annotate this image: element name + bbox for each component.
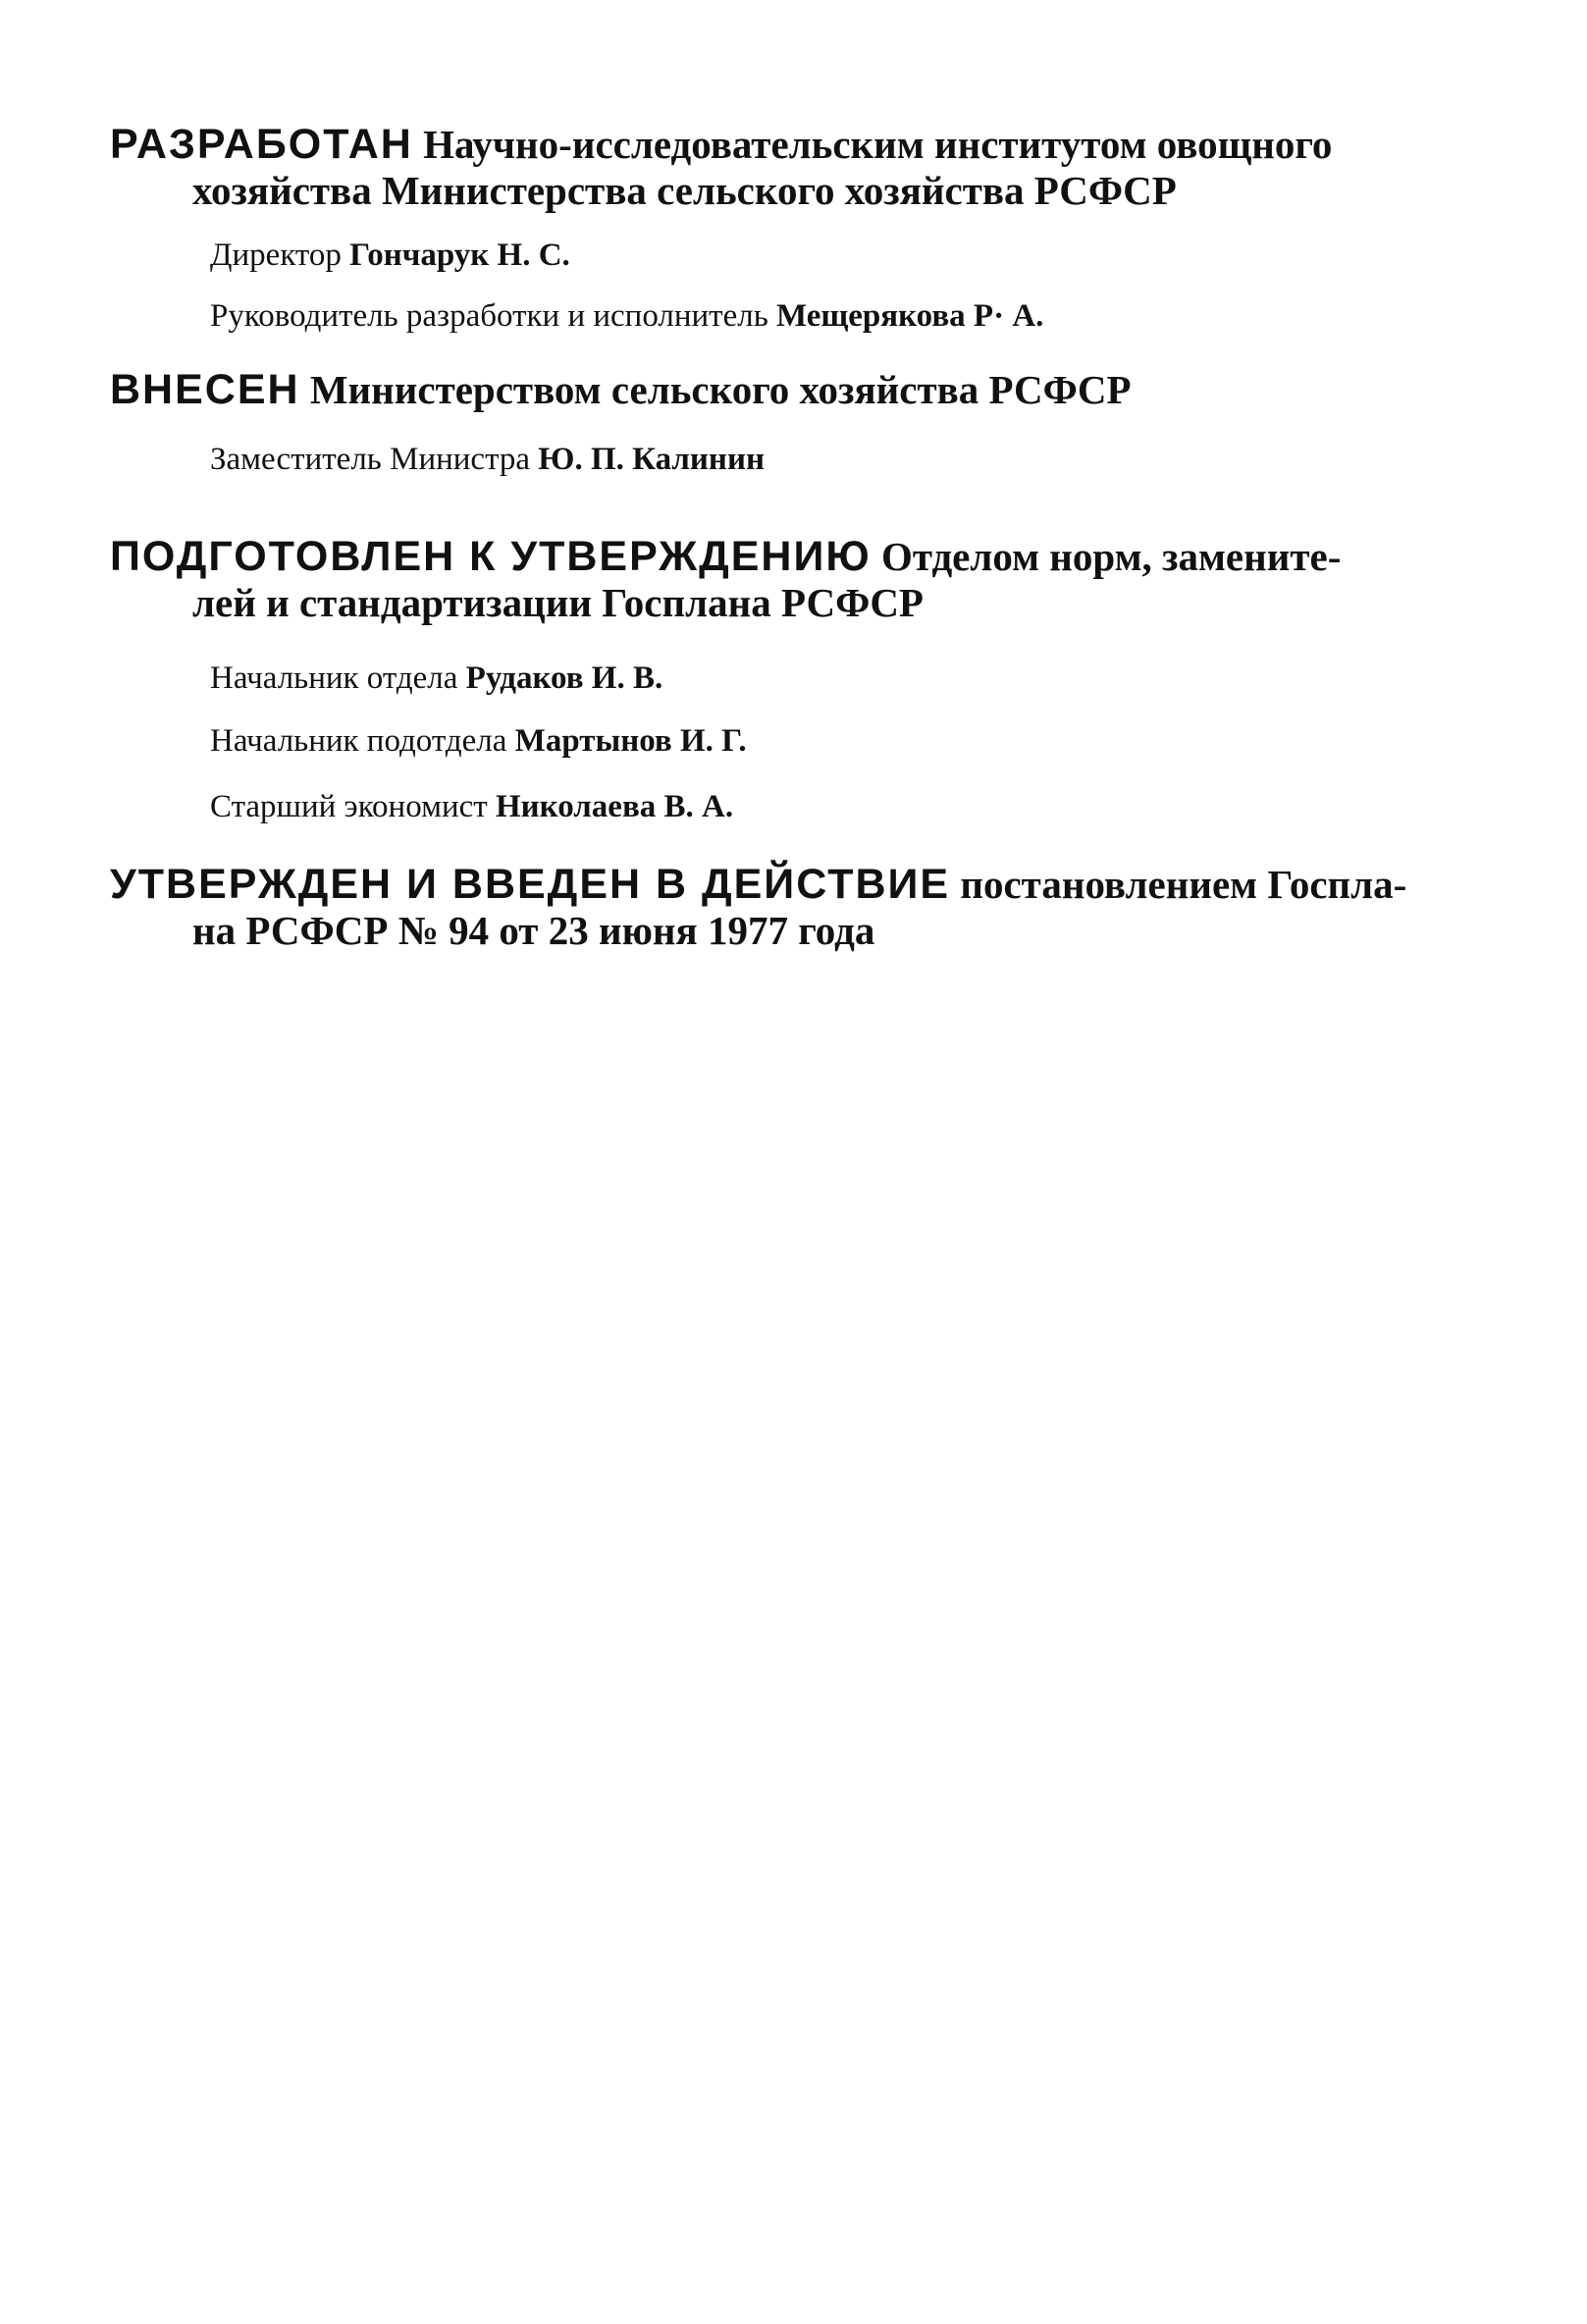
developed-by-org-line2: хозяйства Министерства сельского хозяйства РСФСР — [192, 168, 1177, 213]
deputy-minister — [210, 440, 765, 479]
approved-section — [110, 862, 1474, 954]
developed-by-lead: РАЗРАБОТАН — [110, 121, 413, 168]
developer-lead — [210, 296, 1043, 336]
person-name: Николаева В. А. — [495, 789, 734, 824]
developed-by-section — [110, 122, 1474, 214]
prepared-org-line1: Отделом норм, замените- — [880, 534, 1342, 579]
person-role: Начальник подотдела — [210, 723, 507, 759]
person-role: Начальник отдела — [210, 660, 458, 696]
person-name: Мартынов И. Г. — [514, 723, 747, 759]
person-role: Старший экономист — [210, 789, 488, 824]
subdepartment-head — [210, 721, 747, 761]
approved-decree-line2: на РСФСР № 94 от 23 июня 1977 года — [192, 908, 875, 953]
department-head — [210, 659, 662, 698]
person-name: Ю. П. Калинин — [538, 442, 765, 477]
person-name: Рудаков И. В. — [465, 660, 663, 696]
submitted-by-section — [110, 367, 1474, 413]
person-name: Гончарук Н. С. — [349, 238, 570, 273]
person-role: Заместитель Министра — [210, 442, 531, 477]
submitted-by-lead: ВНЕСЕН — [110, 366, 300, 413]
prepared-lead: ПОДГОТОВЛЕН К УТВЕРЖДЕНИЮ — [110, 533, 872, 580]
prepared-org-line2: лей и стандартизации Госплана РСФСР — [192, 580, 924, 625]
approved-lead: УТВЕРЖДЕН И ВВЕДЕН В ДЕЙСТВИЕ — [110, 861, 951, 908]
approved-decree-line1: постановлением Госпла- — [960, 862, 1407, 907]
person-name: Мещерякова Р· А. — [776, 298, 1044, 334]
person-role: Руководитель разработки и исполнитель — [210, 298, 768, 334]
prepared-section — [110, 534, 1474, 626]
person-role: Директор — [210, 238, 342, 273]
developed-by-org-line1: Научно-исследовательским институтом овощного — [423, 122, 1333, 167]
submitted-by-org: Министерством сельского хозяйства РСФСР — [309, 367, 1132, 412]
senior-economist — [210, 787, 733, 826]
developer-director — [210, 236, 570, 275]
